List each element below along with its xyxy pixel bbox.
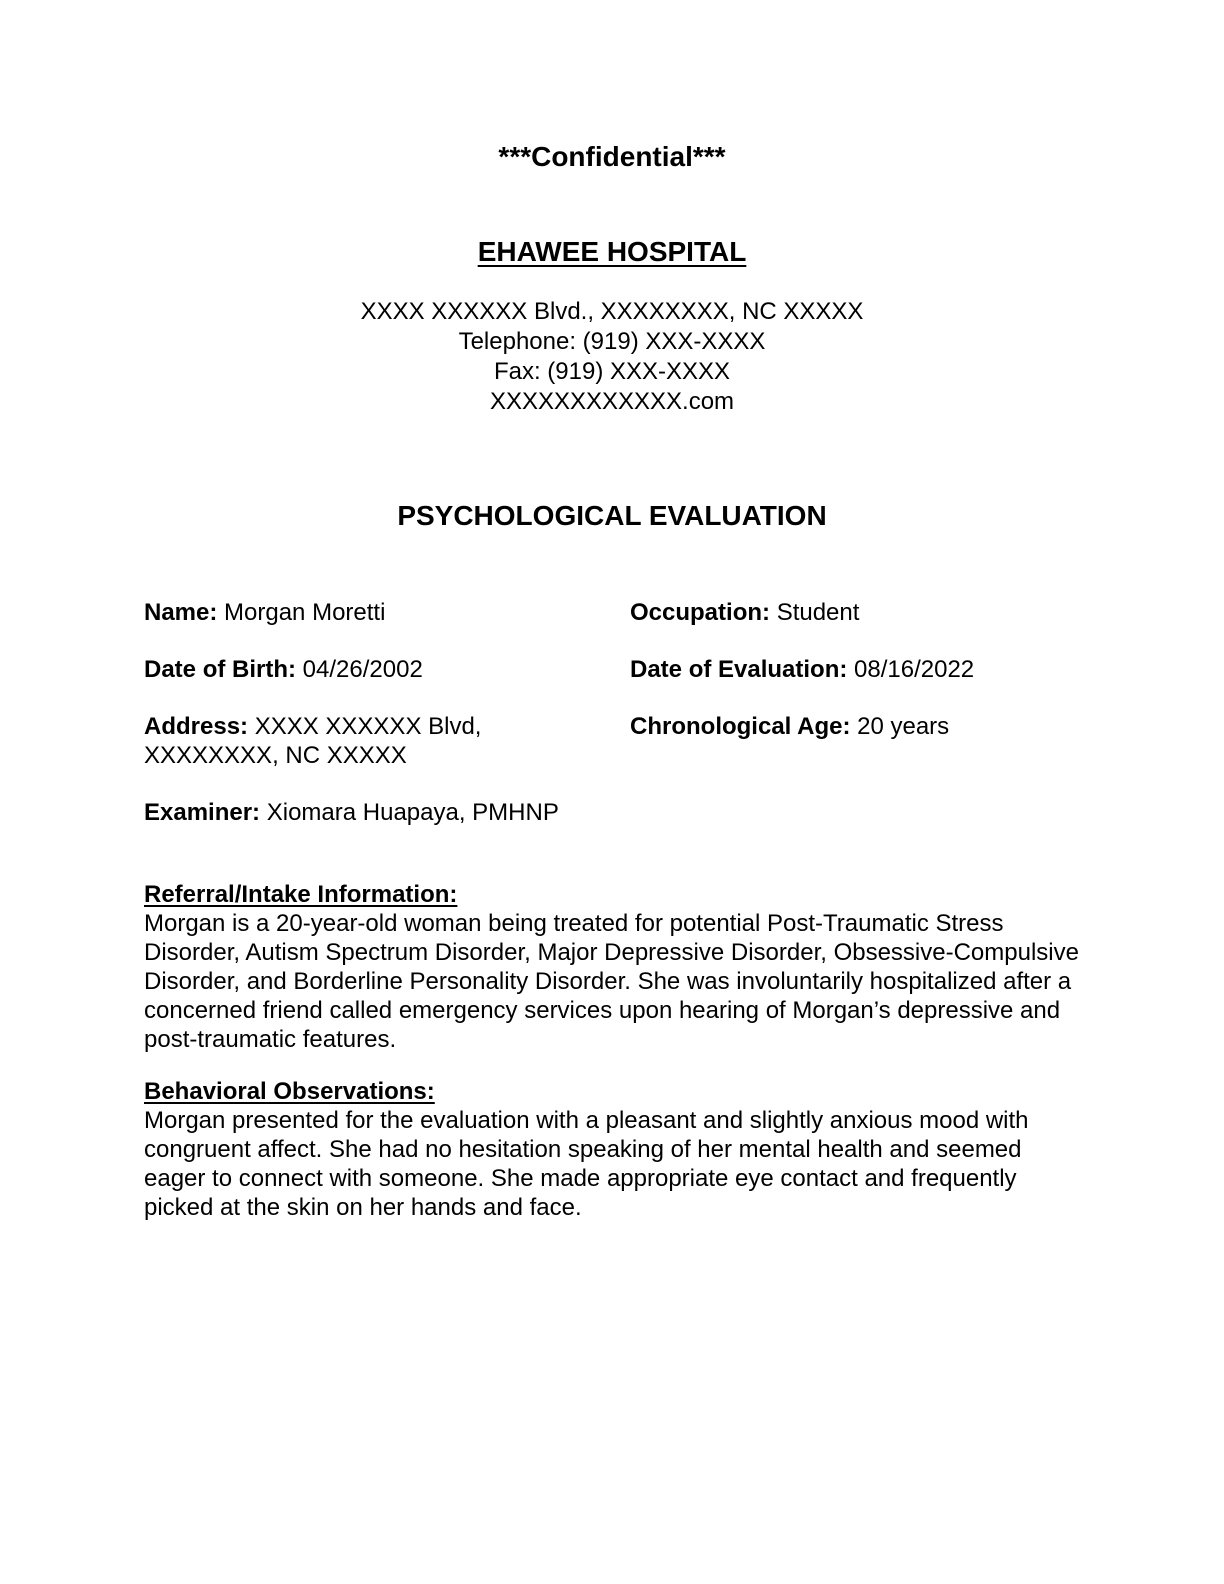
field-row-dob-evaluation bbox=[144, 655, 1080, 684]
hospital-street-line: XXXX XXXXXX Blvd., XXXXXXXX, NC XXXXX bbox=[360, 298, 864, 325]
address-label: Address: bbox=[144, 713, 249, 740]
field-examiner-spacer bbox=[630, 798, 1080, 827]
document-title: PSYCHOLOGICAL EVALUATION bbox=[397, 500, 827, 531]
behavioral-observations-body: Morgan presented for the evaluation with a pleasant and slightly anxious mood with congruent affect. She had no hesitation speaking of her mental health and seemed eager to connect with someone. She made appropriate eye contact and frequently picked at the skin on her hands and face. bbox=[144, 1107, 1029, 1221]
name-label: Name: bbox=[144, 599, 218, 626]
hospital-website-line: XXXXXXXXXXXX.com bbox=[489, 388, 735, 415]
address-value-line2: XXXXXXXX, NC XXXXX bbox=[144, 742, 407, 769]
field-row-name-occupation bbox=[144, 598, 1080, 627]
evaluation-date-label: Date of Evaluation: bbox=[630, 656, 848, 683]
field-address bbox=[144, 712, 630, 770]
chronological-age-value: 20 years bbox=[857, 713, 950, 740]
chronological-age-label: Chronological Age: bbox=[630, 713, 851, 740]
dob-value: 04/26/2002 bbox=[302, 656, 423, 683]
occupation-value: Student bbox=[776, 599, 860, 626]
field-row-address-age bbox=[144, 712, 1080, 770]
field-occupation bbox=[630, 598, 1080, 627]
hospital-name: EHAWEE HOSPITAL bbox=[477, 236, 747, 267]
name-value: Morgan Moretti bbox=[224, 599, 386, 626]
referral-intake-heading: Referral/Intake Information: bbox=[144, 881, 458, 908]
address-value-line1: XXXX XXXXXX Blvd, bbox=[254, 713, 482, 740]
confidential-banner: ***Confidential*** bbox=[498, 141, 726, 172]
patient-fields bbox=[144, 598, 1080, 827]
field-examiner bbox=[144, 798, 630, 827]
hospital-fax-line: Fax: (919) XXX-XXXX bbox=[493, 358, 731, 385]
dob-label: Date of Birth: bbox=[144, 656, 296, 683]
occupation-label: Occupation: bbox=[630, 599, 771, 626]
hospital-telephone-line: Telephone: (919) XXX-XXXX bbox=[458, 328, 766, 355]
field-date-of-birth bbox=[144, 655, 630, 684]
field-chronological-age bbox=[630, 712, 1080, 770]
field-row-examiner bbox=[144, 798, 1080, 827]
section-behavioral-observations bbox=[144, 1077, 1080, 1222]
hospital-address-block bbox=[144, 297, 1080, 417]
field-date-of-evaluation bbox=[630, 655, 1080, 684]
field-name bbox=[144, 598, 630, 627]
behavioral-observations-heading: Behavioral Observations: bbox=[144, 1078, 435, 1105]
evaluation-date-value: 08/16/2022 bbox=[854, 656, 975, 683]
examiner-value: Xiomara Huapaya, PMHNP bbox=[266, 799, 559, 826]
referral-intake-body: Morgan is a 20-year-old woman being treated for potential Post-Traumatic Stress Disorder, Autism Spectrum Disorder, Major Depressive Disorder, Obsessive-Compulsive Disorder, and Borderline Personality Disorder. She was involuntarily hospitalized after a concerned friend called emergency services upon hearing of Morgan’s depressive and post-traumatic features. bbox=[144, 910, 1079, 1053]
section-referral-intake bbox=[144, 880, 1080, 1054]
examiner-label: Examiner: bbox=[144, 799, 261, 826]
